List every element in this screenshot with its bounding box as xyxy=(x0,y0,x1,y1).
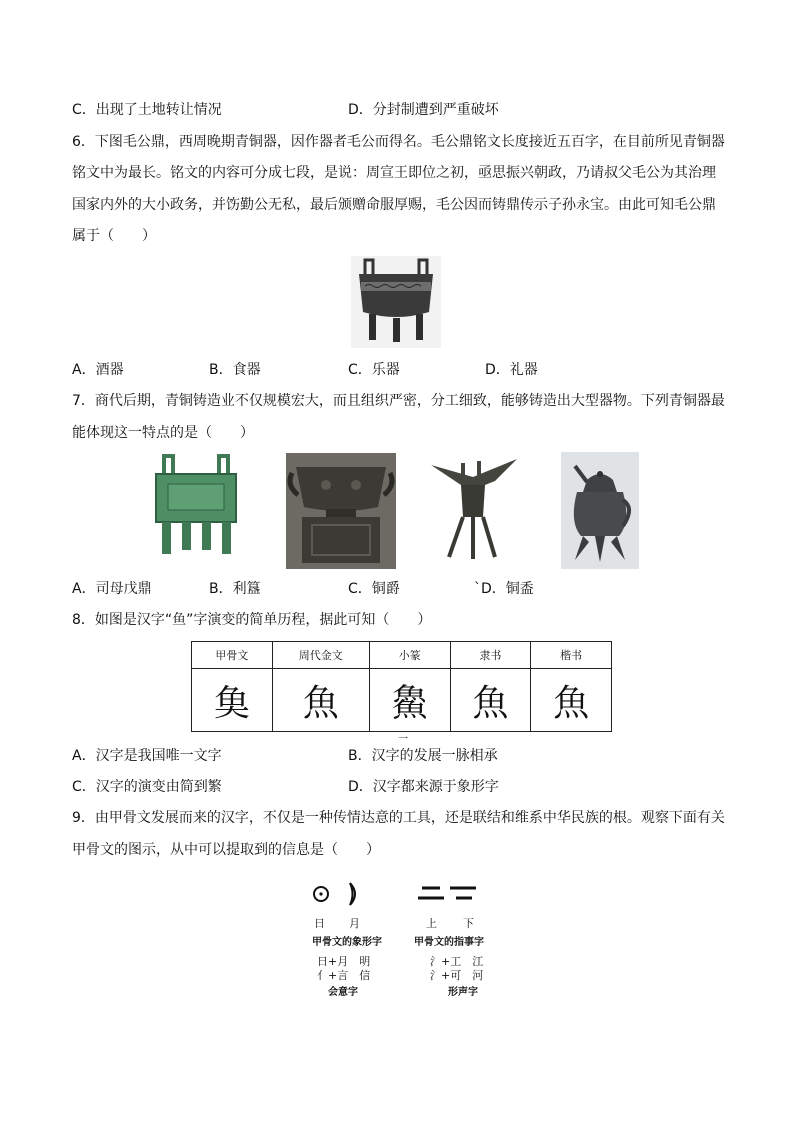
indicative-char-down: 下 xyxy=(463,917,474,930)
glyph-clerical: 魚 xyxy=(472,682,509,724)
q6-option-b[interactable]: B．食器 xyxy=(209,362,261,378)
q8-option-d[interactable]: D．汉字都来源于象形字 xyxy=(348,779,499,795)
q7-stem-line-2: 能体现这一特点的是（ ） xyxy=(72,425,254,441)
indicative-char-up: 上 xyxy=(426,917,437,930)
glyph-oracle-bone: 𩵋 xyxy=(213,682,250,724)
q7-option-b[interactable]: B．利簋 xyxy=(209,581,261,597)
q9-stem-line-1: 9．由甲骨文发展而来的汉字，不仅是一种传情达意的工具，还是联结和维系中华民族的根。观察下面有关 xyxy=(72,810,725,826)
compound-row-xin: 亻+言 信 xyxy=(317,969,371,982)
phono-row-jiang: 氵+工 江 xyxy=(430,955,484,968)
phono-row-he: 氵+可 河 xyxy=(430,969,484,982)
compound-label: 会意字 xyxy=(328,987,358,998)
compound-row-ming: 日+月 明 xyxy=(317,955,371,968)
header-bronze-script: 周代金文 xyxy=(272,642,369,669)
fish-character-evolution-table xyxy=(191,641,612,732)
phono-label: 形声字 xyxy=(448,987,478,998)
glyph-regular: 魚 xyxy=(553,682,590,724)
q5-option-d[interactable]: D．分封制遭到严重破坏 xyxy=(348,102,499,118)
q6-option-c[interactable]: C．乐器 xyxy=(348,362,400,378)
q6-stem-line-3: 国家内外的大小政务，并饬勤公无私，最后颁赠命服厚赐，毛公因而铸鼎传示子孙永宝。由此可知毛公鼎 xyxy=(72,197,716,213)
q7-option-a[interactable]: A．司母戊鼎 xyxy=(72,581,152,597)
q8-stem: 8．如图是汉字“鱼”字演变的简单历程，据此可知（ ） xyxy=(72,612,432,628)
oracle-bone-glyphs-image xyxy=(310,880,485,910)
table-note: 一 xyxy=(398,734,408,745)
q6-stem-line-1: 6．下图毛公鼎，西周晚期青铜器，因作器者毛公而得名。毛公鼎铭文长度接近五百字，在目前所见青铜器 xyxy=(72,134,725,150)
header-regular: 楷书 xyxy=(531,642,612,669)
q7-option-c[interactable]: C．铜爵 xyxy=(348,581,400,597)
bronze-he-image xyxy=(561,452,639,569)
q9-stem-line-2: 甲骨文的图示，从中可以提取到的信息是（ ） xyxy=(72,842,380,858)
q6-stem-line-4: 属于（ ） xyxy=(72,228,156,244)
q6-stem-line-2: 铭文中为最长。铭文的内容可分成七段，是说：周宣王即位之初，亟思振兴朝政，乃请叔父毛公为其治理 xyxy=(72,165,716,181)
q6-option-a[interactable]: A．酒器 xyxy=(72,362,124,378)
q7-stem-line-1: 7．商代后期，青铜铸造业不仅规模宏大，而且组织严密，分工细致，能够铸造出大型器物。下列青铜器最 xyxy=(72,393,725,409)
q7-option-d[interactable]: `D．铜盉 xyxy=(474,581,534,597)
pictograph-char-sun: 日 xyxy=(314,917,325,930)
q8-option-a[interactable]: A．汉字是我国唯一文字 xyxy=(72,748,222,764)
bronze-jue-image xyxy=(425,455,521,561)
q5-option-c[interactable]: C．出现了土地转让情况 xyxy=(72,102,222,118)
li-gui-image xyxy=(286,453,396,569)
header-small-seal: 小篆 xyxy=(369,642,450,669)
glyph-small-seal: 𩺰 xyxy=(391,682,428,724)
q8-option-c[interactable]: C．汉字的演变由简到繁 xyxy=(72,779,222,795)
pictograph-char-moon: 月 xyxy=(349,917,360,930)
q6-option-d[interactable]: D．礼器 xyxy=(485,362,538,378)
pictograph-label: 甲骨文的象形字 xyxy=(312,937,382,948)
indicative-label: 甲骨文的指事字 xyxy=(414,937,484,948)
header-clerical: 隶书 xyxy=(450,642,531,669)
mao-gong-ding-image xyxy=(351,256,441,348)
glyph-bronze-script: 魚 xyxy=(302,682,339,724)
q8-option-b[interactable]: B．汉字的发展一脉相承 xyxy=(348,748,498,764)
simuwu-ding-image xyxy=(148,452,244,558)
header-oracle-bone: 甲骨文 xyxy=(192,642,273,669)
